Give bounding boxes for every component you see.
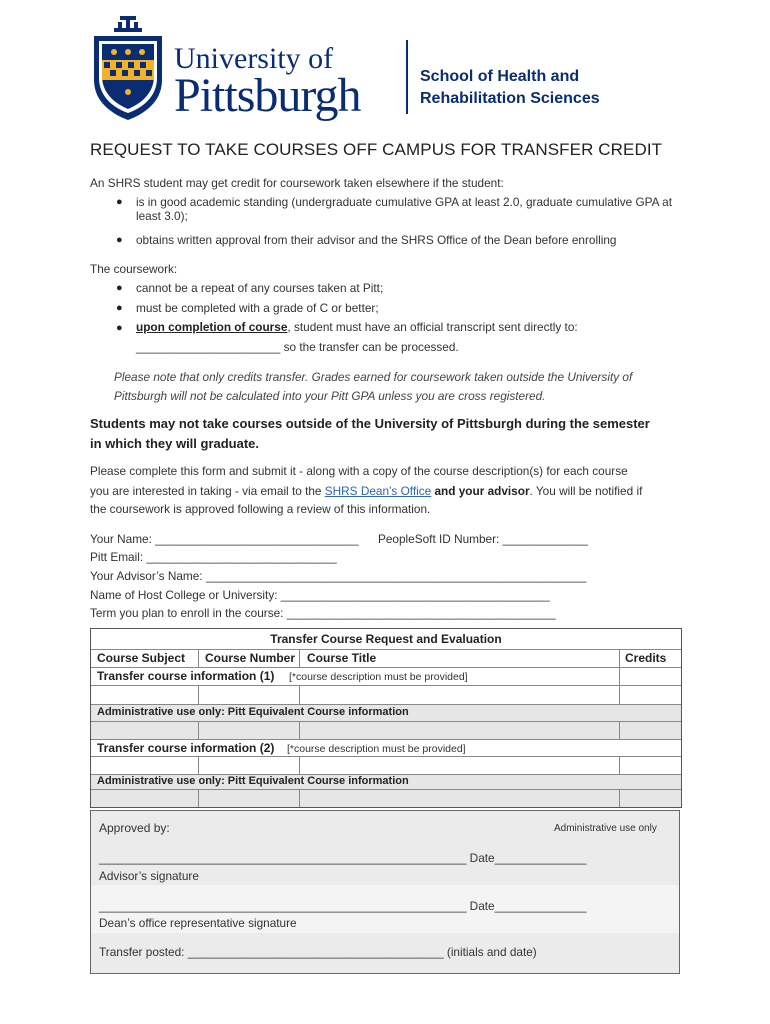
header <box>90 14 690 124</box>
transfer-info-1-note: [*course description must be provided] <box>289 671 468 683</box>
instructions-line2 <box>90 484 642 498</box>
advisor-name-field[interactable]: Your Advisor’s Name: __________________________________________________________ <box>90 569 587 583</box>
transfer-info-1-label: Transfer course information (1) <box>97 669 275 683</box>
bullet-dot-icon: ● <box>116 196 123 208</box>
coursework-bullet-1: cannot be a repeat of any courses taken at Pitt; <box>136 281 384 295</box>
school-name-line2: Rehabilitation Sciences <box>420 90 600 107</box>
admin-only-label: Administrative use only <box>554 823 657 834</box>
intro-bullet-1: is in good academic standing (undergraduate cumulative GPA at least 2.0, graduate cumulative GPA at least 3.0); <box>136 195 672 223</box>
admin-equiv-2-row[interactable] <box>91 790 681 807</box>
coursework-bullet-3-line2: ______________________ so the transfer can be processed. <box>136 340 459 354</box>
school-name-line1: School of Health and <box>420 68 580 85</box>
instructions-line2-c: . You will be notified if <box>529 484 643 498</box>
bullet-dot-icon: ● <box>116 282 123 294</box>
bullet-dot-icon: ● <box>116 322 123 334</box>
coursework-heading: The coursework: <box>90 262 178 276</box>
transfer-posted-field[interactable]: Transfer posted: _______________________________________ (initials and date) <box>99 945 537 959</box>
admin-equiv-1-row[interactable] <box>91 722 681 739</box>
col-course-title: Course Title <box>307 651 377 665</box>
host-college-field[interactable]: Name of Host College or University: _________________________________________ <box>90 588 550 602</box>
approved-by-label: Approved by: <box>99 821 170 835</box>
table-title: Transfer Course Request and Evaluation <box>270 632 502 646</box>
instructions-advisor: and your advisor <box>431 484 530 498</box>
transfer-course-table <box>90 628 682 808</box>
peoplesoft-id-field[interactable]: PeopleSoft ID Number: _____________ <box>378 532 588 546</box>
instructions-line1: Please complete this form and submit it - along with a copy of the course description(s) for each course <box>90 464 628 478</box>
intro-bullet-2: obtains written approval from their advisor and the SHRS Office of the Dean before enrolling <box>136 233 617 247</box>
bullet3-rest: , student must have an official transcript sent directly to: <box>287 320 578 334</box>
col-course-subject: Course Subject <box>97 651 186 665</box>
approval-box <box>90 810 680 974</box>
university-of-text: University of <box>174 42 334 75</box>
transfer-course-2-row[interactable] <box>91 757 681 774</box>
transfer-course-1-row[interactable] <box>91 686 681 704</box>
name-field[interactable]: Your Name: _______________________________ <box>90 532 359 546</box>
bullet3-bold: upon completion of course <box>136 320 288 334</box>
coursework-bullet-2: must be completed with a grade of C or better; <box>136 301 379 315</box>
bullet-dot-icon: ● <box>116 234 123 246</box>
pitt-shield-logo <box>90 14 166 122</box>
dean-signature-label: Dean’s office representative signature <box>99 916 297 930</box>
admin-equiv-2-label: Administrative use only: Pitt Equivalent Course information <box>97 775 409 787</box>
instructions-line2-a: you are interested in taking - via email to the <box>90 484 325 498</box>
shrs-deans-office-link[interactable]: SHRS Dean’s Office <box>324 484 432 498</box>
transfer-info-2-note: [*course description must be provided] <box>287 743 466 755</box>
term-field[interactable]: Term you plan to enroll in the course: _________________________________________ <box>90 606 556 620</box>
intro-text: An SHRS student may get credit for coursework taken elsewhere if the student: <box>90 176 504 190</box>
advisor-signature-label: Advisor’s signature <box>99 869 199 883</box>
advisor-signature-line[interactable]: ________________________________________________________ Date______________ <box>99 851 587 865</box>
col-course-number: Course Number <box>205 651 296 665</box>
page-title: REQUEST TO TAKE COURSES OFF CAMPUS FOR TRANSFER CREDIT <box>90 140 663 159</box>
pitt-email-field[interactable]: Pitt Email: _____________________________ <box>90 550 337 564</box>
graduation-warning: Students may not take courses outside of the University of Pittsburgh during the semester in which they will graduate. <box>90 416 650 451</box>
university-name: Pittsburgh <box>174 69 361 122</box>
gpa-note: Please note that only credits transfer. Grades earned for coursework taken outside the University of Pittsburgh will not be calculated into your Pitt GPA unless you are cross registered. <box>114 370 633 403</box>
header-divider <box>406 40 408 114</box>
transfer-info-2-label: Transfer course information (2) <box>97 741 275 755</box>
admin-equiv-1-label: Administrative use only: Pitt Equivalent Course information <box>97 706 409 718</box>
coursework-bullet-3 <box>136 320 676 334</box>
col-credits: Credits <box>625 651 667 665</box>
bullet-dot-icon: ● <box>116 302 123 314</box>
instructions-line3: the coursework is approved following a review of this information. <box>90 502 431 516</box>
dean-signature-line[interactable]: ________________________________________________________ Date______________ <box>99 899 587 913</box>
